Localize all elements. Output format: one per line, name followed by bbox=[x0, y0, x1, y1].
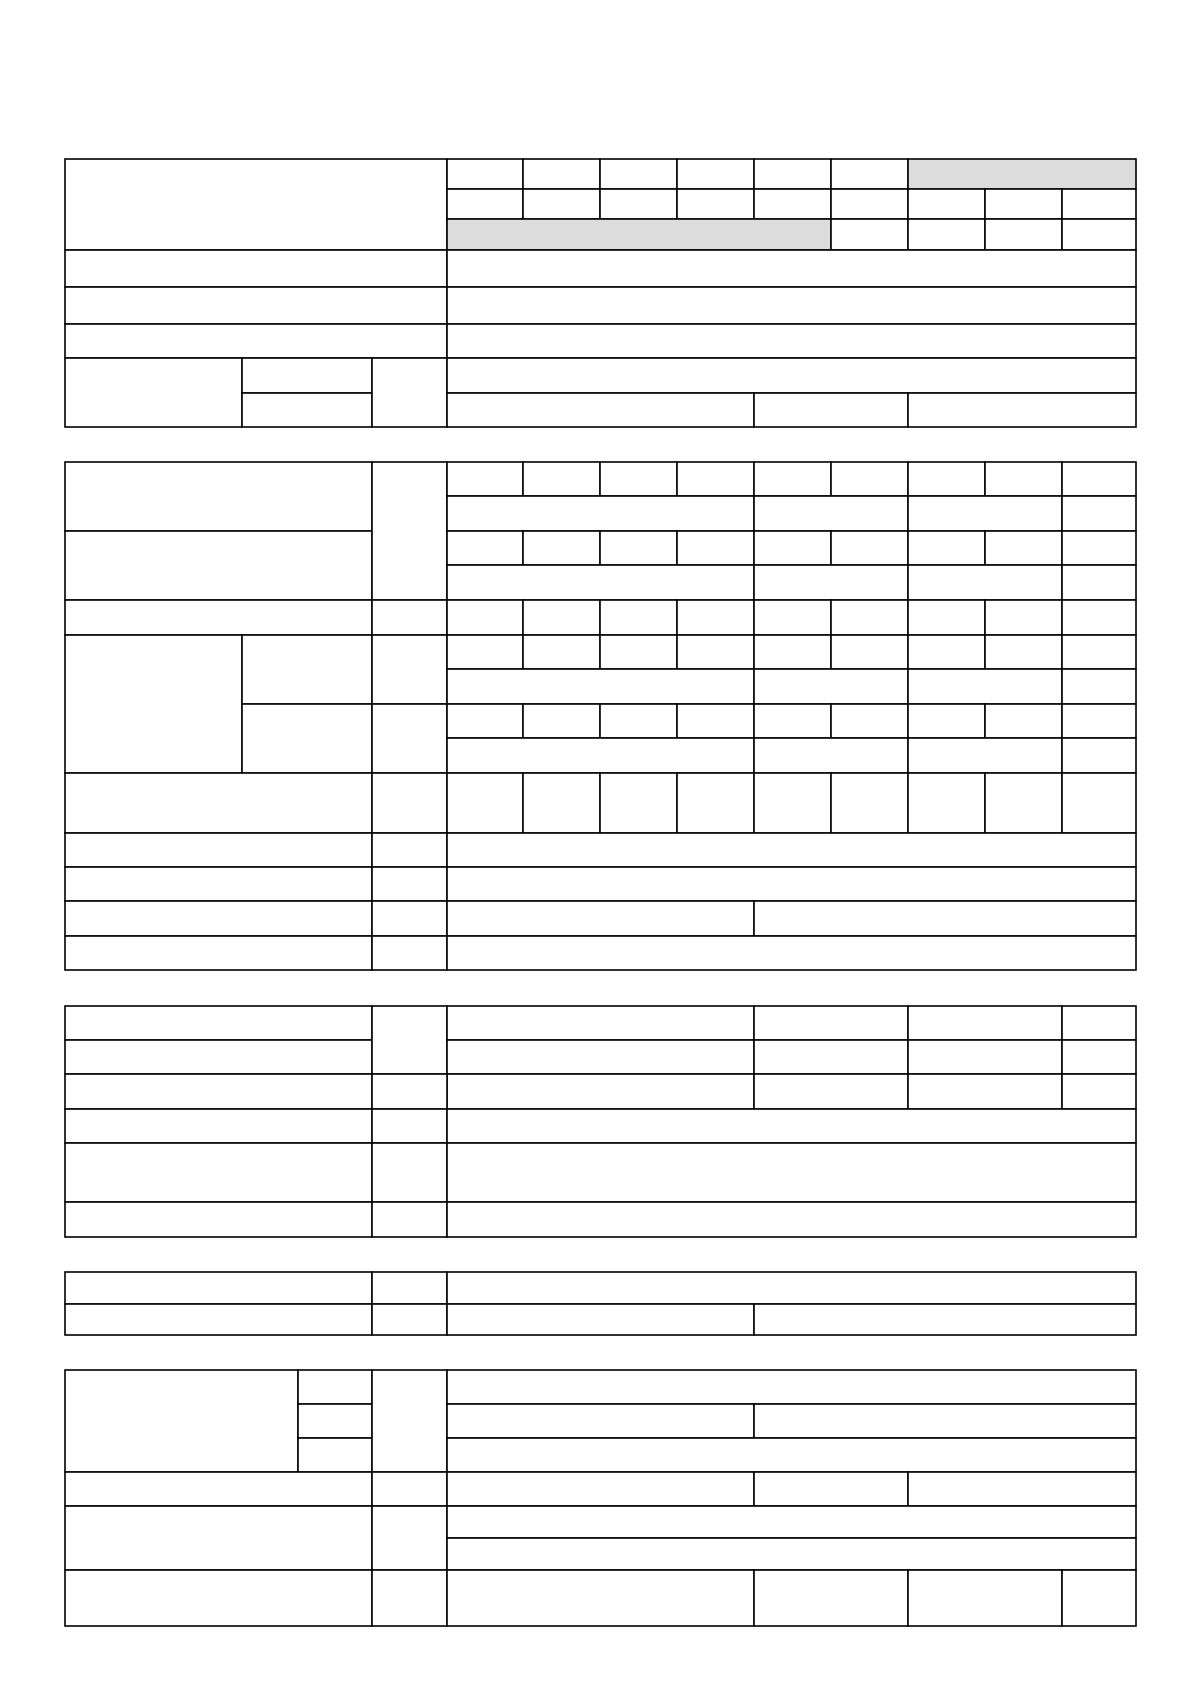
form-cell-s1-r2-1 bbox=[447, 189, 523, 219]
form-cell-s1-r1-2 bbox=[523, 159, 600, 189]
form-cell-s5-value-d3 bbox=[908, 1570, 1062, 1626]
form-cell-s1-label-a bbox=[65, 250, 447, 287]
form-cell-s5-sublabel-a1 bbox=[298, 1370, 372, 1404]
form-cell-s3-value-d bbox=[447, 1109, 1136, 1143]
form-cell-s2-r5-5 bbox=[754, 600, 831, 635]
form-cell-s2-r9a bbox=[447, 738, 754, 773]
form-cell-s2-unit-i bbox=[372, 936, 447, 970]
form-cell-s3-unit-e bbox=[372, 1143, 447, 1202]
form-cell-s2-r2c bbox=[908, 496, 1062, 531]
form-cell-s3-label-d bbox=[65, 1109, 372, 1143]
form-cell-s2-r1-5 bbox=[754, 462, 831, 496]
form-cell-s4-unit-a bbox=[372, 1272, 447, 1304]
form-cell-s2-r1-3 bbox=[600, 462, 677, 496]
form-cell-s1-label-b bbox=[65, 287, 447, 324]
form-cell-s3-r3b bbox=[754, 1074, 908, 1109]
form-cell-s2-r9b bbox=[754, 738, 908, 773]
form-cell-s3-value-e bbox=[447, 1143, 1136, 1202]
form-cell-s2-r8-8 bbox=[985, 704, 1062, 738]
form-cell-s2-sublabel-d1 bbox=[242, 635, 372, 704]
form-cell-s2-r10-5 bbox=[754, 773, 831, 833]
form-cell-s5-value-c1 bbox=[447, 1506, 1136, 1538]
form-cell-s5-value-d2 bbox=[754, 1570, 908, 1626]
form-cell-s2-r6-2 bbox=[523, 635, 600, 669]
form-cell-s3-r2b bbox=[754, 1040, 908, 1074]
form-cell-s2-r9c bbox=[908, 738, 1062, 773]
form-cell-s1-label-block bbox=[65, 159, 447, 250]
form-cell-s2-r2b bbox=[754, 496, 908, 531]
form-cell-s3-unit-c bbox=[372, 1074, 447, 1109]
form-cell-s2-r8-3 bbox=[600, 704, 677, 738]
form-cell-s4-unit-b bbox=[372, 1304, 447, 1335]
form-cell-s5-value-a2a bbox=[447, 1404, 754, 1438]
form-cell-s5-value-b2 bbox=[754, 1472, 908, 1506]
form-cell-s4-label-b bbox=[65, 1304, 372, 1335]
form-cell-s5-value-a3 bbox=[447, 1438, 1136, 1472]
form-cell-s2-r5-7 bbox=[908, 600, 985, 635]
form-cell-s5-value-b3 bbox=[908, 1472, 1136, 1506]
form-cell-s2-r3-6 bbox=[831, 531, 908, 565]
form-cell-s2-r10-9 bbox=[1062, 773, 1136, 833]
form-cell-s5-label-b bbox=[65, 1472, 372, 1506]
form-cell-s5-label-d bbox=[65, 1570, 372, 1626]
form-cell-s2-r3-1 bbox=[447, 531, 523, 565]
form-cell-s3-r2c bbox=[908, 1040, 1062, 1074]
form-cell-s2-r10-4 bbox=[677, 773, 754, 833]
form-cell-s5-unit-a bbox=[372, 1370, 447, 1472]
form-cell-s2-value-h2 bbox=[754, 901, 1136, 936]
form-cell-s2-r5-3 bbox=[600, 600, 677, 635]
form-cell-s5-value-d4 bbox=[1062, 1570, 1136, 1626]
form-cell-s2-r10-7 bbox=[908, 773, 985, 833]
form-cell-s1-r2-2 bbox=[523, 189, 600, 219]
form-cell-s2-r1-1 bbox=[447, 462, 523, 496]
form-cell-s2-r8-7 bbox=[908, 704, 985, 738]
form-cell-s5-sublabel-a3 bbox=[298, 1438, 372, 1472]
form-cell-s1-r2-4 bbox=[677, 189, 754, 219]
form-cell-s5-value-c2 bbox=[447, 1538, 1136, 1570]
form-cell-s2-unit-e bbox=[372, 773, 447, 833]
form-cell-s1-r2-7 bbox=[908, 189, 985, 219]
form-cell-s1-value-d1 bbox=[447, 358, 1136, 393]
form-cell-s3-r3a bbox=[447, 1074, 754, 1109]
form-cell-s2-unit-ab bbox=[372, 462, 447, 600]
form-cell-s2-r4d bbox=[1062, 565, 1136, 600]
form-cell-s2-r10-2 bbox=[523, 773, 600, 833]
form-cell-s3-unit-ab bbox=[372, 1006, 447, 1074]
form-cell-s1-r1-3 bbox=[600, 159, 677, 189]
form-cell-s2-label-i bbox=[65, 936, 372, 970]
form-cell-s1-r3-8 bbox=[985, 219, 1062, 250]
form-cell-s1-label-d bbox=[65, 358, 242, 427]
form-cell-s2-r1-4 bbox=[677, 462, 754, 496]
form-cell-s2-r8-4 bbox=[677, 704, 754, 738]
form-cell-s2-r10-6 bbox=[831, 773, 908, 833]
form-cell-s5-sublabel-a2 bbox=[298, 1404, 372, 1438]
form-cell-s2-r6-9 bbox=[1062, 635, 1136, 669]
form-cell-s2-value-f bbox=[447, 833, 1136, 867]
form-cell-s4-value-b2 bbox=[754, 1304, 1136, 1335]
form-cell-s3-label-b bbox=[65, 1040, 372, 1074]
form-cell-s2-r1-7 bbox=[908, 462, 985, 496]
form-cell-s2-label-d bbox=[65, 635, 242, 773]
form-cell-s1-unit-d bbox=[372, 358, 447, 427]
form-cell-s2-r8-2 bbox=[523, 704, 600, 738]
form-cell-s1-r1-1 bbox=[447, 159, 523, 189]
form-cell-s3-label-a bbox=[65, 1006, 372, 1040]
form-cell-s3-label-e bbox=[65, 1143, 372, 1202]
form-cell-s2-value-g bbox=[447, 867, 1136, 901]
form-cell-s2-label-e bbox=[65, 773, 372, 833]
form-cell-s2-r8-9 bbox=[1062, 704, 1136, 738]
form-cell-s2-unit-g bbox=[372, 867, 447, 901]
form-cell-s2-r2d bbox=[1062, 496, 1136, 531]
form-cell-s2-r8-5 bbox=[754, 704, 831, 738]
form-cell-s2-r6-1 bbox=[447, 635, 523, 669]
form-cell-s2-r5-9 bbox=[1062, 600, 1136, 635]
form-cell-s1-r3-6 bbox=[831, 219, 908, 250]
form-cell-s3-r2a bbox=[447, 1040, 754, 1074]
form-cell-s2-r1-2 bbox=[523, 462, 600, 496]
form-cell-s1-r3-9 bbox=[1062, 219, 1136, 250]
form-cell-s5-value-a2b bbox=[754, 1404, 1136, 1438]
form-cell-s3-r2d bbox=[1062, 1040, 1136, 1074]
form-cell-s1-r1-4 bbox=[677, 159, 754, 189]
form-cell-s2-r6-5 bbox=[754, 635, 831, 669]
form-cell-s1-r2-5 bbox=[754, 189, 831, 219]
form-cell-s2-r4a bbox=[447, 565, 754, 600]
form-cell-s2-r6-6 bbox=[831, 635, 908, 669]
form-cell-s2-value-i bbox=[447, 936, 1136, 970]
form-cell-s1-r1-6 bbox=[831, 159, 908, 189]
form-cell-s2-sublabel-d2 bbox=[242, 704, 372, 773]
form-cell-s2-r4c bbox=[908, 565, 1062, 600]
form-cell-s5-value-a1 bbox=[447, 1370, 1136, 1404]
form-cell-s4-label-a bbox=[65, 1272, 372, 1304]
form-cell-s5-value-d1 bbox=[447, 1570, 754, 1626]
form-cell-s1-value-d2a bbox=[447, 393, 754, 427]
form-cell-s2-label-c bbox=[65, 600, 372, 635]
form-cell-s2-unit-c bbox=[372, 600, 447, 635]
form-cell-s2-r6-4 bbox=[677, 635, 754, 669]
form-cell-s3-unit-f bbox=[372, 1202, 447, 1237]
form-cell-s2-label-b bbox=[65, 531, 372, 600]
form-cell-s1-value-b bbox=[447, 287, 1136, 324]
form-cell-s2-r5-6 bbox=[831, 600, 908, 635]
form-cell-s1-r3-7 bbox=[908, 219, 985, 250]
form-cell-s3-r1c bbox=[908, 1006, 1062, 1040]
form-cell-s5-unit-c bbox=[372, 1506, 447, 1570]
form-cell-s1-value-d2c bbox=[908, 393, 1136, 427]
form-cell-s3-r1a bbox=[447, 1006, 754, 1040]
form-cell-s2-r7c bbox=[908, 669, 1062, 704]
form-cell-s1-r2-9 bbox=[1062, 189, 1136, 219]
form-cell-s2-r8-6 bbox=[831, 704, 908, 738]
form-cell-s2-unit-f bbox=[372, 833, 447, 867]
form-cell-s2-r7d bbox=[1062, 669, 1136, 704]
form-cell-s1-r1-5 bbox=[754, 159, 831, 189]
form-cell-s2-unit-d2 bbox=[372, 704, 447, 773]
form-cell-s2-r3-9 bbox=[1062, 531, 1136, 565]
form-cell-s1-value-c bbox=[447, 324, 1136, 358]
form-cell-s2-label-a bbox=[65, 462, 372, 531]
form-cell-s2-label-f bbox=[65, 833, 372, 867]
form-cell-s1-value-d2b bbox=[754, 393, 908, 427]
form-cell-s2-r7b bbox=[754, 669, 908, 704]
form-cell-s2-r3-3 bbox=[600, 531, 677, 565]
form-cell-s5-value-b1 bbox=[447, 1472, 754, 1506]
form-cell-s2-unit-d1 bbox=[372, 635, 447, 704]
form-cell-s2-label-g bbox=[65, 867, 372, 901]
form-cell-s3-r3c bbox=[908, 1074, 1062, 1109]
form-cell-s2-r10-3 bbox=[600, 773, 677, 833]
form-cell-s2-r3-4 bbox=[677, 531, 754, 565]
form-cell-s2-r3-7 bbox=[908, 531, 985, 565]
form-cell-s3-label-f bbox=[65, 1202, 372, 1237]
form-cell-s3-r1d bbox=[1062, 1006, 1136, 1040]
form-cell-s2-r3-2 bbox=[523, 531, 600, 565]
form-cell-s2-r8-1 bbox=[447, 704, 523, 738]
form-cell-s3-label-c bbox=[65, 1074, 372, 1109]
form-cell-s2-r9d bbox=[1062, 738, 1136, 773]
form-cell-s2-label-h bbox=[65, 901, 372, 936]
form-cell-s1-r2-8 bbox=[985, 189, 1062, 219]
form-cell-s2-r3-5 bbox=[754, 531, 831, 565]
form-cell-s1-sublabel-d1 bbox=[242, 358, 372, 393]
form-cell-s2-r10-1 bbox=[447, 773, 523, 833]
form-cell-s2-r5-4 bbox=[677, 600, 754, 635]
form-cell-s4-value-b1 bbox=[447, 1304, 754, 1335]
form-cell-s2-r6-8 bbox=[985, 635, 1062, 669]
form-cell-s5-unit-b bbox=[372, 1472, 447, 1506]
form-cell-s2-r5-1 bbox=[447, 600, 523, 635]
form-cell-s2-r4b bbox=[754, 565, 908, 600]
form-cell-s4-value-a bbox=[447, 1272, 1136, 1304]
form-cell-s2-r2a bbox=[447, 496, 754, 531]
form-cell-s3-r1b bbox=[754, 1006, 908, 1040]
form-cell-s3-unit-d bbox=[372, 1109, 447, 1143]
form-cell-s2-r5-2 bbox=[523, 600, 600, 635]
form-cell-s2-r6-3 bbox=[600, 635, 677, 669]
form-cell-s2-value-h1 bbox=[447, 901, 754, 936]
form-cell-s1-r3-shaded bbox=[447, 219, 831, 250]
form-cell-s2-r1-9 bbox=[1062, 462, 1136, 496]
form-cell-s2-r1-8 bbox=[985, 462, 1062, 496]
form-cell-s1-label-c bbox=[65, 324, 447, 358]
form-cell-s1-sublabel-d2 bbox=[242, 393, 372, 427]
form-cell-s2-unit-h bbox=[372, 901, 447, 936]
form-cell-s5-label-c bbox=[65, 1506, 372, 1570]
form-cell-s1-r2-3 bbox=[600, 189, 677, 219]
form-cell-s2-r1-6 bbox=[831, 462, 908, 496]
form-cell-s2-r3-8 bbox=[985, 531, 1062, 565]
form-cell-s1-r2-6 bbox=[831, 189, 908, 219]
form-cell-s3-r3d bbox=[1062, 1074, 1136, 1109]
form-cell-s1-r1-shaded bbox=[908, 159, 1136, 189]
form-cell-s3-value-f bbox=[447, 1202, 1136, 1237]
form-cell-s5-label-a bbox=[65, 1370, 298, 1472]
form-cell-s2-r10-8 bbox=[985, 773, 1062, 833]
form-cell-s2-r6-7 bbox=[908, 635, 985, 669]
form-cell-s2-r5-8 bbox=[985, 600, 1062, 635]
form-cell-s5-unit-d bbox=[372, 1570, 447, 1626]
form-cell-s1-value-a bbox=[447, 250, 1136, 287]
form-cell-s2-r7a bbox=[447, 669, 754, 704]
